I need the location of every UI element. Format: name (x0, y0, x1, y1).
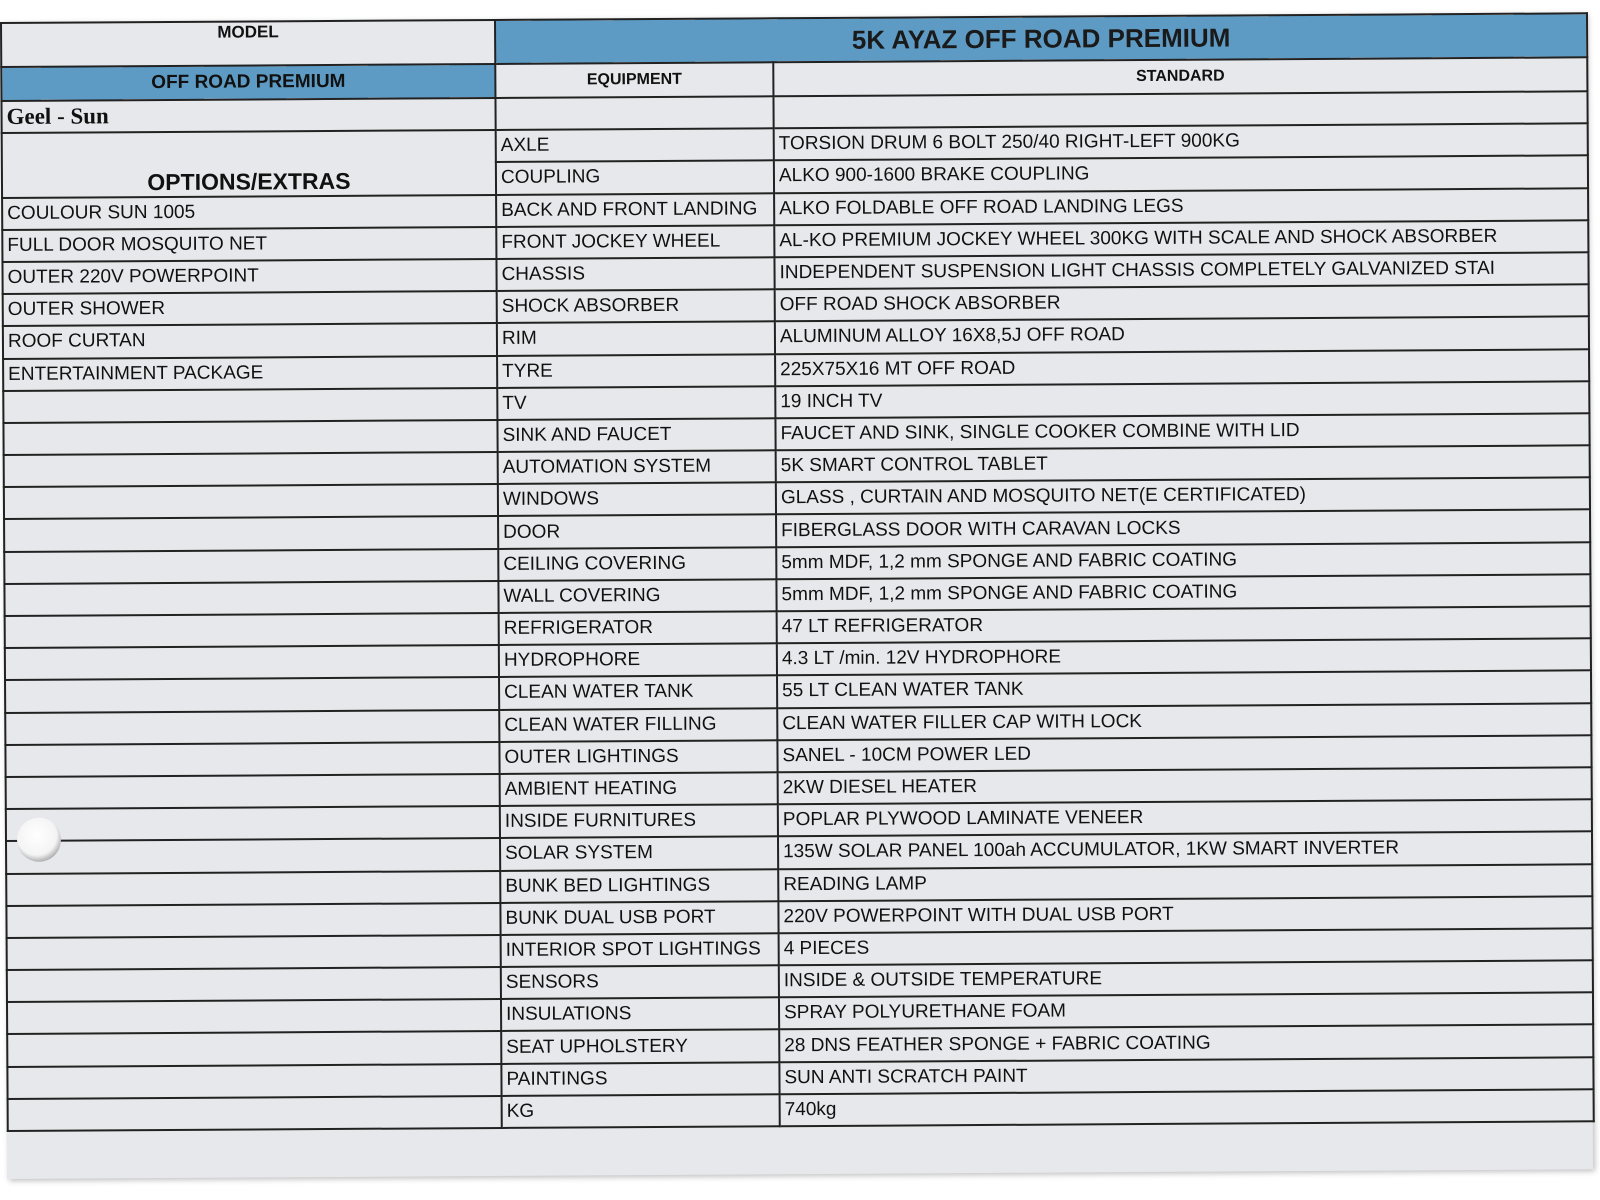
equipment-standard: 135W SOLAR PANEL 100ah ACCUMULATOR, 1KW SMART INVERTER (778, 832, 1592, 869)
empty-cell (773, 91, 1587, 128)
empty-cell (4, 452, 498, 487)
model-label: MODEL (1, 20, 495, 67)
equipment-item: CLEAN WATER FILLING (499, 708, 777, 742)
color-name: Geel - Sun (1, 98, 495, 133)
empty-cell (6, 870, 500, 905)
option-item: FULL DOOR MOSQUITO NET (2, 227, 496, 262)
equipment-standard: ALKO 900-1600 BRAKE COUPLING (774, 156, 1588, 193)
page-title: 5K AYAZ OFF ROAD PREMIUM (495, 13, 1587, 64)
equipment-standard: 5mm MDF, 1,2 mm SPONGE AND FABRIC COATING (776, 574, 1590, 611)
empty-cell (495, 96, 773, 130)
equipment-standard: OFF ROAD SHOCK ABSORBER (775, 284, 1589, 321)
equipment-item: CHASSIS (496, 257, 774, 291)
empty-cell (5, 677, 499, 712)
option-item: COULOUR SUN 1005 (2, 195, 496, 230)
empty-cell (5, 742, 499, 777)
empty-cell (3, 420, 497, 455)
equipment-standard: FAUCET AND SINK, SINGLE COOKER COMBINE WITH LID (775, 413, 1589, 450)
equipment-standard: INSIDE & OUTSIDE TEMPERATURE (779, 960, 1593, 997)
equipment-standard: INDEPENDENT SUSPENSION LIGHT CHASSIS COMPLETELY GALVANIZED STAI (774, 252, 1588, 289)
equipment-standard: 220V POWERPOINT WITH DUAL USB PORT (778, 896, 1592, 933)
empty-cell (6, 838, 500, 873)
equipment-standard: 4 PIECES (779, 928, 1593, 965)
equipment-item: TV (497, 386, 775, 420)
empty-cell (6, 774, 500, 809)
equipment-standard: SPRAY POLYURETHANE FOAM (779, 993, 1593, 1030)
equipment-standard: SANEL - 10CM POWER LED (777, 735, 1591, 772)
equipment-item: INSIDE FURNITURES (500, 804, 778, 838)
equipment-standard: 2KW DIESEL HEATER (778, 767, 1592, 804)
equipment-item: HYDROPHORE (499, 643, 777, 677)
empty-cell (4, 581, 498, 616)
equipment-column-header: EQUIPMENT (495, 62, 773, 98)
empty-cell (5, 613, 499, 648)
equipment-item: OUTER LIGHTINGS (499, 740, 777, 774)
empty-cell (7, 1064, 501, 1099)
option-item: OUTER 220V POWERPOINT (2, 259, 496, 294)
equipment-item: RIM (497, 322, 775, 356)
spec-table-body (1, 13, 1594, 1131)
empty-cell (5, 645, 499, 680)
empty-cell (6, 806, 500, 841)
equipment-standard: SUN ANTI SCRATCH PAINT (779, 1057, 1593, 1094)
equipment-standard: GLASS , CURTAIN AND MOSQUITO NET(E CERTIFICATED) (776, 478, 1590, 515)
equipment-standard: 55 LT CLEAN WATER TANK (777, 671, 1591, 708)
equipment-standard: 4.3 LT /min. 12V HYDROPHORE (777, 638, 1591, 675)
punch-hole (17, 818, 61, 862)
equipment-item: REFRIGERATOR (499, 611, 777, 645)
equipment-item: AUTOMATION SYSTEM (498, 450, 776, 484)
empty-cell (4, 549, 498, 584)
equipment-standard: ALUMINUM ALLOY 16X8,5J OFF ROAD (775, 317, 1589, 354)
option-item: OUTER SHOWER (3, 291, 497, 326)
equipment-standard: 225X75X16 MT OFF ROAD (775, 349, 1589, 386)
equipment-item: SINK AND FAUCET (497, 418, 775, 452)
equipment-item: BUNK BED LIGHTINGS (500, 869, 778, 903)
spec-sheet (0, 12, 1593, 1179)
empty-cell (4, 516, 498, 551)
equipment-standard: 740kg (780, 1089, 1594, 1126)
empty-cell (7, 999, 501, 1034)
equipment-item: SENSORS (501, 965, 779, 999)
equipment-item: AXLE (496, 128, 774, 162)
equipment-item: BACK AND FRONT LANDING (496, 193, 774, 227)
equipment-standard: CLEAN WATER FILLER CAP WITH LOCK (777, 703, 1591, 740)
empty-cell (5, 710, 499, 745)
equipment-standard: 28 DNS FEATHER SPONGE + FABRIC COATING (779, 1025, 1593, 1062)
equipment-item: FRONT JOCKEY WHEEL (496, 225, 774, 259)
empty-cell (7, 967, 501, 1002)
equipment-item: WINDOWS (498, 483, 776, 517)
equipment-standard: 5K SMART CONTROL TABLET (776, 445, 1590, 482)
equipment-standard: ALKO FOLDABLE OFF ROAD LANDING LEGS (774, 188, 1588, 225)
empty-cell (4, 484, 498, 519)
equipment-item: WALL COVERING (498, 579, 776, 613)
equipment-item: INTERIOR SPOT LIGHTINGS (501, 933, 779, 967)
equipment-item: CLEAN WATER TANK (499, 676, 777, 710)
equipment-item: BUNK DUAL USB PORT (500, 901, 778, 935)
equipment-item: INSULATIONS (501, 998, 779, 1032)
options-title: OPTIONS/EXTRAS (2, 130, 496, 197)
equipment-standard: 47 LT REFRIGERATOR (777, 606, 1591, 643)
equipment-standard: FIBERGLASS DOOR WITH CARAVAN LOCKS (776, 510, 1590, 547)
equipment-standard: AL-KO PREMIUM JOCKEY WHEEL 300KG WITH SCALE AND SHOCK ABSORBER (774, 220, 1588, 257)
equipment-item: SOLAR SYSTEM (500, 837, 778, 871)
equipment-item: TYRE (497, 354, 775, 388)
empty-cell (6, 903, 500, 938)
equipment-item: SEAT UPHOLSTERY (501, 1030, 779, 1064)
option-item: ROOF CURTAN (3, 323, 497, 358)
equipment-standard: 19 INCH TV (775, 381, 1589, 418)
empty-cell (7, 1031, 501, 1066)
equipment-item: DOOR (498, 515, 776, 549)
equipment-item: PAINTINGS (501, 1062, 779, 1096)
model-value: OFF ROAD PREMIUM (1, 64, 495, 101)
equipment-standard: POPLAR PLYWOOD LAMINATE VENEER (778, 799, 1592, 836)
spec-table (0, 12, 1595, 1132)
equipment-standard: 5mm MDF, 1,2 mm SPONGE AND FABRIC COATING (776, 542, 1590, 579)
empty-cell (7, 935, 501, 970)
standard-column-header: STANDARD (773, 57, 1587, 96)
equipment-item: SHOCK ABSORBER (497, 289, 775, 323)
empty-cell (8, 1096, 502, 1131)
equipment-item: KG (502, 1094, 780, 1128)
equipment-standard: TORSION DRUM 6 BOLT 250/40 RIGHT-LEFT 900KG (774, 123, 1588, 160)
equipment-item: COUPLING (496, 161, 774, 195)
equipment-standard: READING LAMP (778, 864, 1592, 901)
equipment-item: CEILING COVERING (498, 547, 776, 581)
option-item: ENTERTAINMENT PACKAGE (3, 355, 497, 390)
empty-cell (3, 388, 497, 423)
equipment-item: AMBIENT HEATING (500, 772, 778, 806)
